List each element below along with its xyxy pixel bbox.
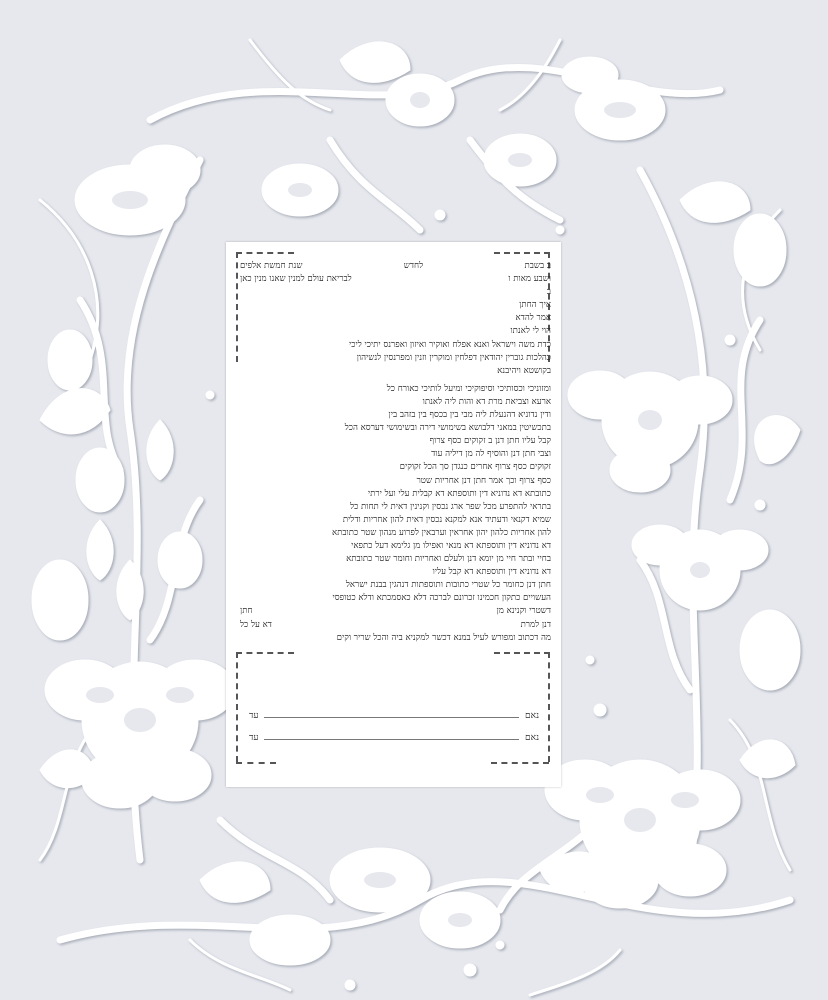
body-line: כתובתא דא נדוניא דין ותוספתא דא קבלית עלי ועל ירתי <box>367 488 551 499</box>
header-text-mid: לחדש <box>403 261 424 271</box>
header-line: ב <box>546 287 551 298</box>
body-line: קבל עליו חתן דנן ב זקוקים כסף צרוף <box>429 436 551 447</box>
header-line <box>240 260 551 273</box>
header-text-right: ב בשבת <box>524 261 551 271</box>
dashed-frame-line <box>491 762 549 764</box>
dashed-frame-line <box>494 652 550 654</box>
ketubah-text-panel <box>226 242 561 787</box>
body-line: בתראי להתפרע מכל שפר ארג נכסין וקנינין דאית לי תחות כל <box>350 501 551 512</box>
header-line: הוי לי לאנתו <box>510 326 551 337</box>
body-line: זקוקים כסף צרוף אחרים כנגדן סך הכל זקוקים <box>399 462 551 473</box>
header-text-right: ושבע מאות ו <box>508 274 551 285</box>
body-line: וצבי חתן דנן והוסיף לה מן דיליה עוד <box>431 449 551 460</box>
signature-line <box>264 738 519 740</box>
ketubah-text <box>240 260 551 645</box>
body-line: כסף צרוף וכך אמר חתן דנן אחריות שטר <box>416 475 551 486</box>
dashed-frame-line <box>236 252 238 362</box>
dashed-frame-line <box>236 762 276 764</box>
witness-role-label: עד <box>249 733 259 743</box>
dashed-frame-line <box>494 252 550 254</box>
body-line: חתן דנן כחומר כל שטרי כתובות ותוספתות דנהגין בבנת ישראל <box>345 580 551 591</box>
header-line: איך החתן <box>519 300 551 311</box>
witness-name-label: נאם <box>525 733 539 743</box>
header-line <box>240 273 551 286</box>
body-line: העשויים כתקון חכמינו זכרונם לברכה דלא כאסמכתא ודלא כטופסי <box>332 593 551 604</box>
body-line: דא נדוניא דין ותוספתא דא קבל עליו <box>432 567 551 578</box>
witness-signature-line <box>249 710 539 721</box>
footer-line: מה דכתוב ומפורש לעיל במנא דכשר למקניא ביה והכל שריר וקים <box>336 632 551 643</box>
dashed-frame-line <box>236 652 238 762</box>
dashed-frame-line <box>548 652 550 762</box>
dashed-frame-line <box>236 252 294 254</box>
body-line: כהלכות גוברין יהודאין דפלחין ומוקרין וזנין ומפרנסין לנשיהון <box>356 352 551 363</box>
header-line: אמר להדא <box>515 313 551 324</box>
body-line: ודין נדוניא דהנעלת ליה מבי בין בכסף בין בזהב בין <box>388 410 551 421</box>
footer-line: דשטרי וקנינא מן חתן <box>240 606 551 617</box>
header-text-left: שנת חמשת אלפים <box>240 261 303 271</box>
footer-line: דנן למרת דא על כל <box>240 619 551 630</box>
witness-role-label: עד <box>249 711 259 721</box>
body-line: ארעא וצביאת מרת דא והות ליה לאנתו <box>422 396 551 407</box>
dashed-frame-line <box>236 652 294 654</box>
witness-signature-line <box>249 732 539 743</box>
body-line: בתכשיטין במאני דלבושא בשימושי דירה ובשימושי דערסא הכל <box>344 423 551 434</box>
body-line: שמיא דקנאי ודעתיד אנא למקנא נכסין דאית להון אחריות ודלית <box>342 514 551 525</box>
body-line: בקושטא ויהיבנא <box>497 365 551 376</box>
body-line: דא נדוניא דין ותוספתא דא מנאי ואפילו מן גלימא דעל כתפאי <box>351 540 551 551</box>
body-line: ומזוניכי וכסותיכי וסיפוקיכי ומיעל לותיכי כאורח כל <box>386 383 551 394</box>
witness-name-label: נאם <box>525 711 539 721</box>
body-line: בחיי ובתר חיי מן יומא דנן ולעלם ואחריות וחומר שטר כתובתא <box>346 554 551 565</box>
body-line: כדת משה וישראל ואנא אפלח ואוקיר ואיזון ואפרנס יתיכי ליכי <box>348 339 551 350</box>
header-text-left: לבריאת עולם למנין שאנו מנין כאן <box>240 274 352 285</box>
signature-line <box>264 716 519 718</box>
body-line: להון אחריות כלהון יהון אחראין וערבאין לפרוע מנהון שטר כתובתא <box>331 527 551 538</box>
